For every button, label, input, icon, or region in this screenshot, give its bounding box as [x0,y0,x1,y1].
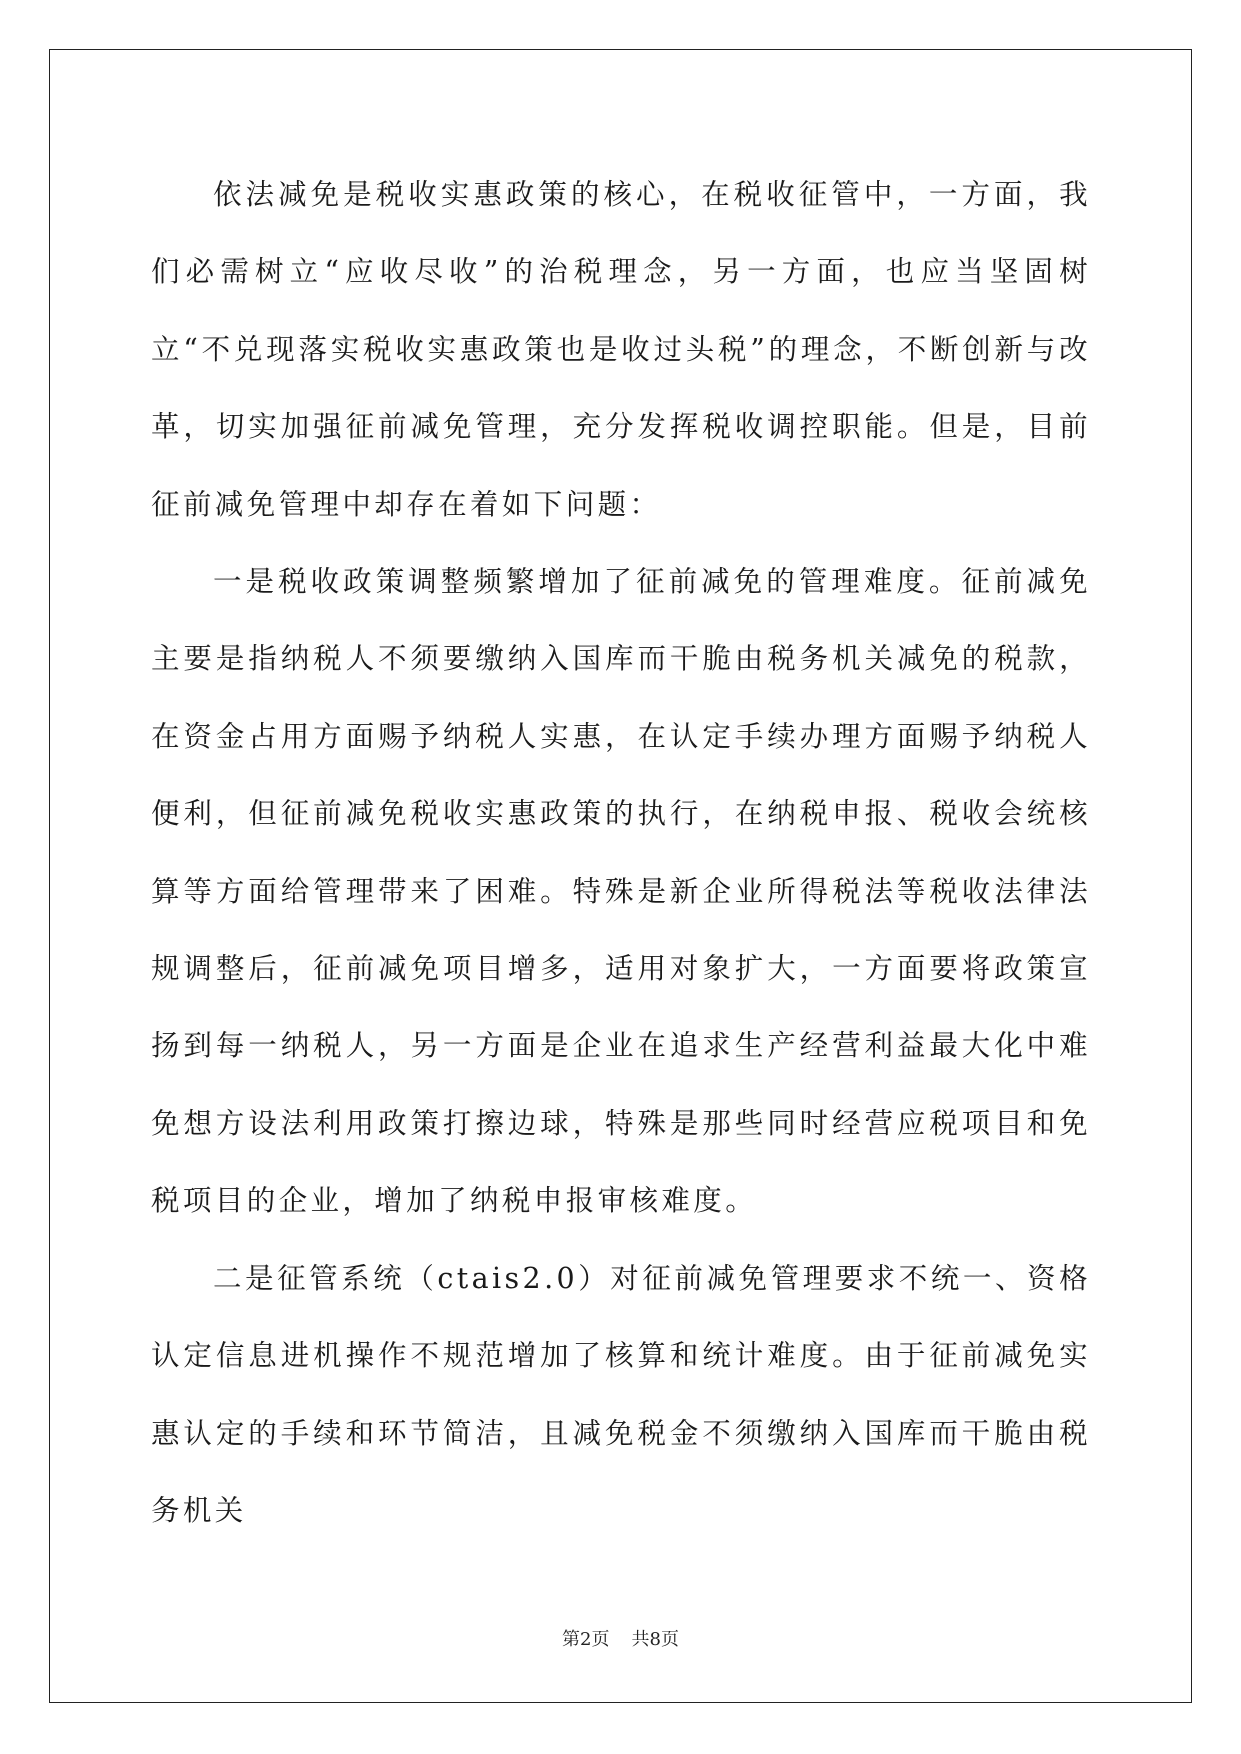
paragraph-3: 二是征管系统（ctais2.0）对征前减免管理要求不统一、资格认定信息进机操作不规范增加了核算和统计难度。由于征前减免实惠认定的手续和环节简洁，且减免税金不须缴纳入国库而干脆由税务机关 [151,1261,1091,1527]
page-number: 第2页 [562,1629,610,1650]
page-total: 共8页 [631,1629,679,1650]
paragraph-1: 依法减免是税收实惠政策的核心，在税收征管中，一方面，我们必需树立“应收尽收”的治税理念，另一方面，也应当坚固树立“不兑现落实税收实惠政策也是收过头税”的理念，不断创新与改革，切实加强征前减免管理，充分发挥税收调控职能。但是，目前征前减免管理中却存在着如下问题： [151,178,1091,521]
page-footer [0,1625,1241,1651]
document-body [151,156,1091,1549]
paragraph-2: 一是税收政策调整频繁增加了征前减免的管理难度。征前减免主要是指纳税人不须要缴纳入国库而干脆由税务机关减免的税款，在资金占用方面赐予纳税人实惠，在认定手续办理方面赐予纳税人便利，但征前减免税收实惠政策的执行，在纳税申报、税收会统核算等方面给管理带来了困难。特殊是新企业所得税法等税收法律法规调整后，征前减免项目增多，适用对象扩大，一方面要将政策宣扬到每一纳税人，另一方面是企业在追求生产经营利益最大化中难免想方设法利用政策打擦边球，特殊是那些同时经营应税项目和免税项目的企业，增加了纳税申报审核难度。 [151,565,1091,1218]
